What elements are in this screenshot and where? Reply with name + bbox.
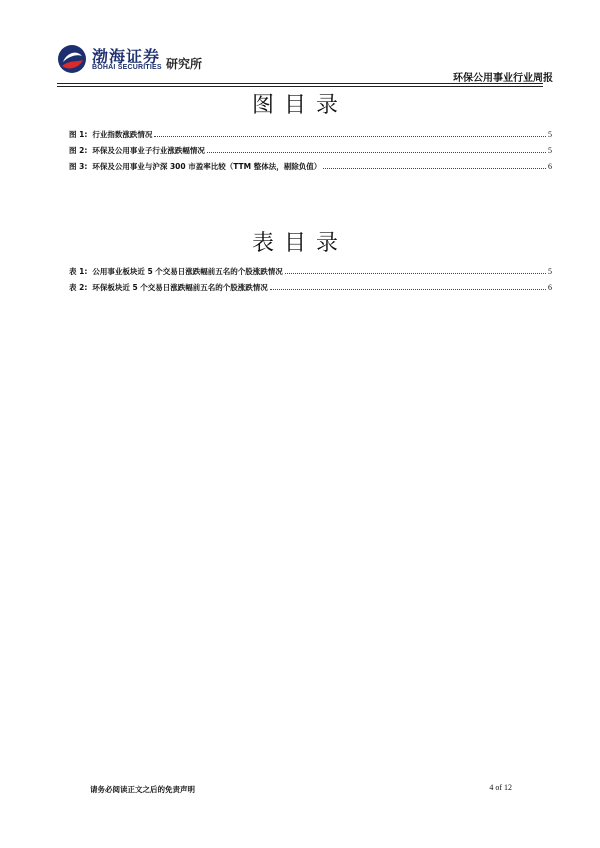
toc-leader-dots <box>154 135 546 137</box>
toc-entry[interactable] <box>69 129 552 145</box>
toc-entry-page: 6 <box>548 283 552 292</box>
toc-entry-number: 表 2: <box>69 283 88 292</box>
toc-entry-number: 图 2: <box>69 146 88 155</box>
page-indicator: 4 of 12 <box>489 783 512 792</box>
brand-name-en: BOHAI SECURITIES <box>92 64 162 71</box>
toc-entry[interactable] <box>69 282 552 298</box>
toc-entry-number: 图 3: <box>69 162 88 171</box>
tables-toc-list <box>69 266 552 298</box>
toc-entry-text: 环保及公用事业子行业涨跌幅情况 <box>92 146 205 155</box>
brand-name-cn: 渤海证券 <box>92 47 161 66</box>
report-type: 环保公用事业行业周报 <box>453 73 553 84</box>
toc-entry-label <box>69 266 283 277</box>
toc-leader-dots <box>323 167 546 169</box>
toc-entry-page: 5 <box>548 267 552 276</box>
toc-entry-label <box>69 129 152 140</box>
header-divider-thin <box>57 86 543 87</box>
toc-entry-text: 行业指数涨跌情况 <box>92 130 153 139</box>
toc-entry-number: 表 1: <box>69 267 88 276</box>
toc-entry-label <box>69 282 268 293</box>
footer-disclaimer: 请务必阅读正文之后的免责声明 <box>90 785 195 794</box>
bohai-logo-icon <box>57 44 87 74</box>
header-divider <box>57 83 543 84</box>
toc-leader-dots <box>270 288 546 290</box>
institute-label: 研究所 <box>166 57 203 71</box>
figures-toc-list <box>69 129 552 177</box>
toc-entry-page: 5 <box>548 130 552 139</box>
toc-entry[interactable] <box>69 145 552 161</box>
toc-entry-label <box>69 161 321 172</box>
toc-entry-number: 图 1: <box>69 130 88 139</box>
toc-entry-page: 6 <box>548 162 552 171</box>
toc-entry-label <box>69 145 205 156</box>
figures-toc-title: 图目录 <box>251 93 348 118</box>
toc-leader-dots <box>207 151 546 153</box>
toc-leader-dots <box>285 272 546 274</box>
toc-entry[interactable] <box>69 161 552 177</box>
toc-entry-text: 环保板块近 5 个交易日涨跌幅前五名的个股涨跌情况 <box>92 283 268 292</box>
toc-entry[interactable] <box>69 266 552 282</box>
tables-toc-title: 表目录 <box>251 231 348 256</box>
toc-entry-text: 公用事业板块近 5 个交易日涨跌幅前五名的个股涨跌情况 <box>92 267 283 276</box>
toc-entry-page: 5 <box>548 146 552 155</box>
toc-entry-text: 环保及公用事业与沪深 300 市盈率比较（TTM 整体法，剔除负值） <box>92 162 322 171</box>
